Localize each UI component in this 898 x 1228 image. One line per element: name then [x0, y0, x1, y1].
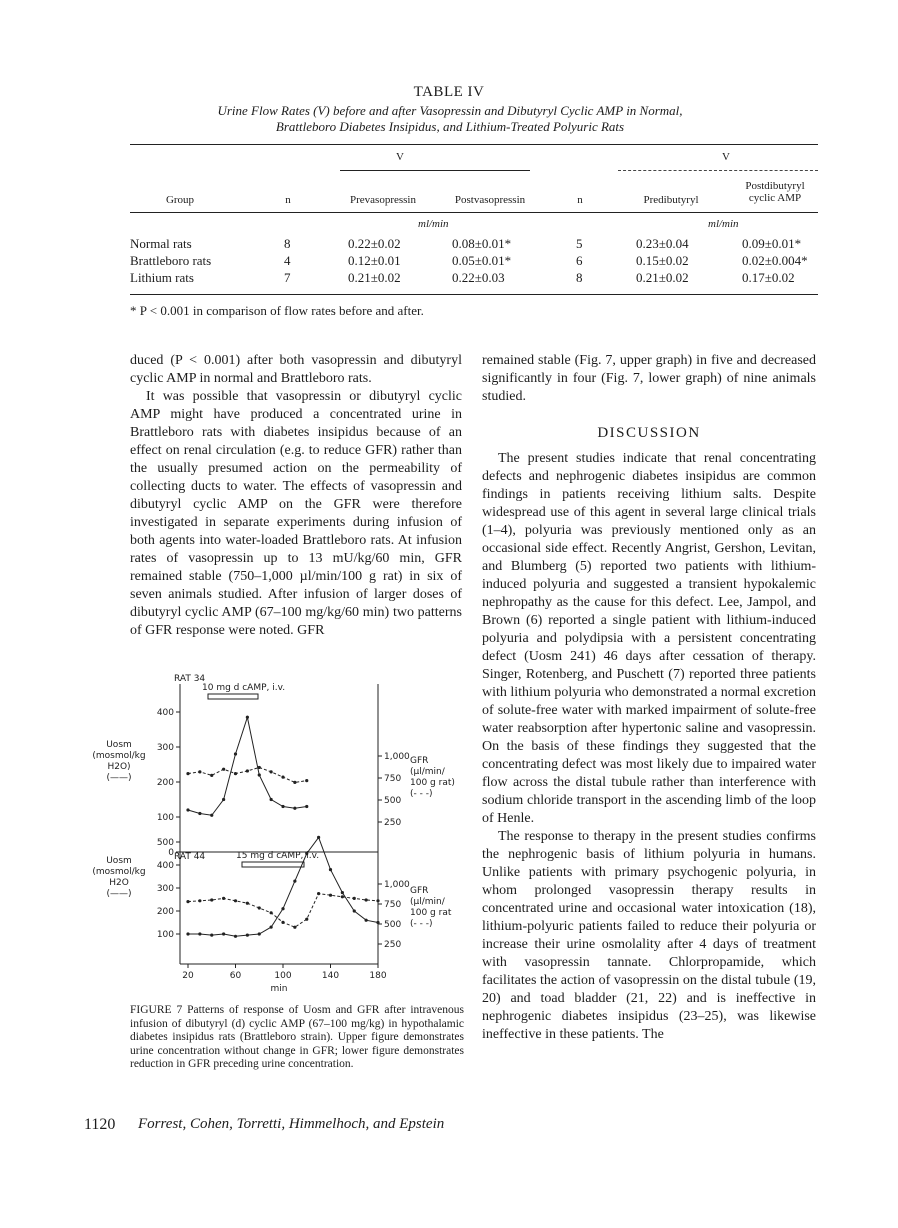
upper-uosm-point	[270, 798, 273, 801]
lower-y-tick-label: 300	[156, 884, 174, 894]
upper-gfr-point	[281, 776, 284, 779]
upper-uosm-line	[188, 717, 307, 815]
unit-vasopressin: ml/min	[418, 218, 449, 230]
gfr-label-line: (µl/min/	[410, 767, 445, 777]
v-rule-dibutyryl	[618, 170, 818, 171]
upper-gfr-tick-label: 750	[384, 774, 402, 784]
x-tick-label: 20	[182, 971, 194, 981]
table-bottom-rule	[130, 294, 818, 295]
header-bottom-rule	[130, 212, 818, 213]
upper-uosm-point	[210, 814, 213, 817]
x-tick-label: 100	[274, 971, 292, 981]
upper-gfr-point	[305, 779, 308, 782]
figure-7	[84, 672, 464, 1002]
predibutyryl-header: Predibutyryl	[643, 194, 699, 206]
left-paragraph-1: duced (P < 0.001) after both vasopressin and dibutyryl cyclic AMP in normal and Brattleboro rats.	[130, 353, 462, 386]
lower-uosm-point	[198, 932, 201, 935]
upper-uosm-point	[234, 752, 237, 755]
postvasopressin-header: Postvasopressin	[454, 194, 526, 206]
row-predibutyryl: 0.23±0.04	[636, 236, 689, 251]
row-group: Brattleboro rats	[130, 253, 212, 268]
table-footnote: * P < 0.001 in comparison of flow rates before and after.	[130, 303, 424, 318]
upper-gfr-tick-label: 500	[384, 796, 402, 806]
upper-infusion-bar	[208, 694, 258, 699]
table-caption-line1: Urine Flow Rates (V) before and after Vasopressin and Dibutyryl Cyclic AMP in Normal,	[217, 103, 683, 118]
v-header-dibutyryl: V	[722, 151, 730, 163]
lower-gfr-tick-label: 500	[384, 920, 402, 930]
gfr-label-line: 100 g rat)	[410, 778, 455, 788]
lower-uosm-point	[353, 909, 356, 912]
uosm-label-line: Uosm	[106, 856, 132, 866]
upper-uosm-point	[198, 812, 201, 815]
lower-y-tick-label: 500	[156, 838, 174, 848]
lower-y-tick-label: 400	[156, 861, 174, 871]
lower-gfr-point	[270, 911, 273, 914]
table-caption-line2: Brattleboro Diabetes Insipidus, and Lithium-Treated Polyuric Rats	[275, 119, 625, 134]
discussion-heading: DISCUSSION	[597, 425, 701, 441]
page-number: 1120	[84, 1116, 116, 1133]
table-top-rule	[130, 144, 818, 145]
lower-gfr-point	[353, 897, 356, 900]
row-n2: 5	[576, 236, 583, 251]
v-header-vasopressin: V	[396, 151, 404, 163]
row-n2: 6	[576, 253, 583, 268]
upper-uosm-point	[305, 805, 308, 808]
lower-infusion-bar	[242, 862, 304, 867]
group-header: Group	[165, 194, 195, 206]
lower-gfr-label	[410, 886, 464, 930]
lower-gfr-point	[293, 926, 296, 929]
uosm-label-line: (——)	[106, 889, 132, 899]
uosm-label-line: (——)	[106, 773, 132, 783]
right-paragraph-2: The present studies indicate that renal concentrating defects and nephrogenic diabetes insipidus are common findings in patients receiving lithium salts. Despite widespread use of this agent in several large clinical trials (1–4), polyuria was previously mentioned only as an occasional side effect. Recently Angrist, Gershon, Levitan, and Blumberg (5) reported two patients with lithium-induced polyuria and suggested a transient hypokalemic nephropathy as the cause for this defect. Lee, Jampol, and Brown (6) reported a single patient with lithium-induced polyuria and polydipsia with a persistent concentrating defect (Uosm 241) 46 days after cessation of therapy. Singer, Rotenberg, and Puschett (7) reported three patients with lithium polyuria who demonstrated a normal excretion of solute-free water with marked impairment of solute-free water reabsorption after hypertonic saline and vasopressin. On the basis of these findings they suggested that the concentrating defect was most likely due to impaired water flow across the distal tubule rather than interference with sodium chloride transport in the ascending limb of the loop of Henle.	[482, 451, 816, 826]
upper-y-tick-label: 0	[168, 848, 174, 858]
gfr-label-line: 100 g rat	[410, 908, 452, 918]
upper-gfr-point	[186, 772, 189, 775]
figure-7-plot	[84, 672, 464, 1002]
right-paragraph-3: The response to therapy in the present studies confirms the nephrogenic basis of lithium polyuria in humans. Unlike patients with primary psychogenic polyuria, in whom prolonged vasopressin therapy results in concentrated urine and occasional water intoxication (18), lithium-polyuric patients failed to reduce their polyuria or increase their urine osmolality after 4 days of treatment with vasopressin tannate. Chlorpropamide, which facilitates the action of vasopressin on the distal tubule (19, 20) and toad bladder (21, 22) and is ineffective in nephrogenic diabetes insipidus (23–25), was likewise ineffective in these patients. The	[482, 829, 816, 1042]
upper-uosm-point	[293, 807, 296, 810]
lower-y-tick-label: 200	[156, 907, 174, 917]
uosm-label-line: Uosm	[106, 740, 132, 750]
upper-gfr-point	[234, 772, 237, 775]
postdibutyryl-header	[730, 180, 820, 204]
row-predibutyryl: 0.21±0.02	[636, 270, 689, 285]
row-prevasopressin: 0.22±0.02	[348, 236, 401, 251]
lower-gfr-point	[317, 892, 320, 895]
lower-uosm-point	[317, 836, 320, 839]
right-paragraph-1: remained stable (Fig. 7, upper graph) in five and decreased significantly in four (Fig. 7, lower graph) of nine animals studied.	[482, 353, 816, 404]
upper-y-tick-label: 200	[156, 778, 174, 788]
upper-gfr-point	[293, 781, 296, 784]
lower-uosm-point	[365, 919, 368, 922]
row-group: Normal rats	[130, 236, 192, 251]
lower-infusion-label: 15 mg d cAMP, i.v.	[236, 851, 320, 861]
upper-gfr-point	[246, 769, 249, 772]
table-title: TABLE IV	[413, 84, 485, 100]
lower-uosm-point	[186, 932, 189, 935]
upper-uosm-point	[222, 798, 225, 801]
lower-uosm-point	[341, 891, 344, 894]
lower-uosm-point	[258, 932, 261, 935]
upper-rat-label: RAT 34	[174, 674, 206, 684]
unit-dibutyryl: ml/min	[708, 218, 739, 230]
row-postdibutyryl: 0.17±0.02	[742, 270, 795, 285]
row-predibutyryl: 0.15±0.02	[636, 253, 689, 268]
lower-uosm-point	[270, 926, 273, 929]
lower-gfr-point	[376, 899, 379, 902]
footer-authors: Forrest, Cohen, Torretti, Himmelhoch, and Epstein	[138, 1116, 445, 1132]
upper-infusion-label: 10 mg d cAMP, i.v.	[202, 683, 286, 693]
row-postdibutyryl: 0.09±0.01*	[742, 236, 802, 251]
upper-uosm-point	[281, 805, 284, 808]
lower-gfr-point	[198, 899, 201, 902]
lower-uosm-point	[281, 907, 284, 910]
lower-gfr-tick-label: 250	[384, 940, 402, 950]
gfr-label-line: GFR	[410, 886, 429, 896]
row-postdibutyryl: 0.02±0.004*	[742, 253, 808, 268]
lower-gfr-point	[186, 900, 189, 903]
uosm-label-line: H2O)	[107, 762, 131, 772]
upper-y-tick-label: 400	[156, 708, 174, 718]
right-column	[482, 352, 816, 1044]
lower-uosm-point	[210, 934, 213, 937]
upper-gfr-point	[210, 774, 213, 777]
lower-gfr-point	[305, 918, 308, 921]
lower-uosm-point	[222, 932, 225, 935]
upper-uosm-label	[84, 740, 154, 784]
gfr-label-line: (µl/min/	[410, 897, 445, 907]
x-tick-label: 180	[369, 971, 387, 981]
upper-y-tick-label: 100	[156, 813, 174, 823]
lower-gfr-point	[222, 897, 225, 900]
uosm-label-line: (mosmol/kg	[92, 751, 146, 761]
lower-gfr-point	[246, 902, 249, 905]
gfr-label-line: GFR	[410, 756, 429, 766]
lower-gfr-point	[258, 906, 261, 909]
v-rule-vasopressin	[340, 170, 530, 171]
upper-gfr-label	[410, 756, 464, 800]
gfr-label-line: (- - -)	[410, 789, 433, 799]
lower-gfr-point	[329, 894, 332, 897]
row-group: Lithium rats	[130, 270, 194, 285]
figure-caption: FIGURE 7 Patterns of response of Uosm and GFR after intravenous infusion of dibutyryl (d) cyclic AMP (67–100 mg/kg) in hypothalamic diabetes insipidus rats (Brattleboro strain). Upper figure demonstrates urine concentration without change in GFR; lower figure demonstrates reduction in GFR preceding urine concentration.	[130, 1004, 464, 1070]
upper-gfr-point	[270, 770, 273, 773]
x-tick-label: 60	[229, 971, 242, 981]
upper-uosm-point	[186, 808, 189, 811]
n-header-2: n	[577, 194, 583, 206]
left-column	[130, 352, 462, 640]
lower-uosm-point	[234, 935, 237, 938]
lower-gfr-point	[281, 921, 284, 924]
upper-y-tick-label: 300	[156, 743, 174, 753]
lower-gfr-point	[234, 899, 237, 902]
lower-gfr-point	[210, 898, 213, 901]
lower-uosm-point	[376, 921, 379, 924]
left-paragraph-2: It was possible that vasopressin or dibutyryl cyclic AMP might have produced a concentrated urine in Brattleboro rats with diabetes insipidus because of an effect on renal circulation (e.g. to reduce GFR) rather than the usually presumed action on the permeability of collecting ducts to water. The effects of vasopressin and dibutyryl cyclic AMP on the GFR were therefore investigated in separate experiments during infusion of both agents into water-loaded Brattleboro rats. At infusion rates of vasopressin up to 13 mU/kg/60 min, GFR remained stable (750–1,000 µl/min/100 g rat) in six of seven animals studied. After infusion of larger doses of dibutyryl cyclic AMP (67–100 mg/kg/60 min) two patterns of GFR response were noted. GFR	[130, 389, 462, 638]
row-n2: 8	[576, 270, 583, 285]
row-prevasopressin: 0.12±0.01	[348, 253, 401, 268]
row-postvasopressin: 0.08±0.01*	[452, 236, 512, 251]
upper-uosm-point	[258, 773, 261, 776]
row-n1: 4	[284, 253, 291, 268]
lower-rat-label: RAT 44	[174, 852, 206, 862]
lower-uosm-point	[293, 880, 296, 883]
gfr-label-line: (- - -)	[410, 919, 433, 929]
table-caption	[150, 103, 750, 135]
lower-gfr-point	[341, 895, 344, 898]
upper-gfr-point	[258, 766, 261, 769]
x-tick-label: 140	[321, 971, 340, 981]
prevasopressin-header: Prevasopressin	[350, 194, 416, 206]
lower-uosm-point	[329, 868, 332, 871]
postdibutyryl-header-line2: cyclic AMP	[748, 192, 802, 204]
row-postvasopressin: 0.05±0.01*	[452, 253, 512, 268]
lower-gfr-tick-label: 1,000	[384, 880, 410, 890]
upper-uosm-point	[246, 716, 249, 719]
lower-uosm-point	[246, 934, 249, 937]
lower-gfr-tick-label: 750	[384, 900, 402, 910]
upper-gfr-point	[198, 770, 201, 773]
lower-uosm-label	[84, 856, 154, 900]
n-header-1: n	[285, 194, 291, 206]
lower-gfr-point	[365, 898, 368, 901]
row-n1: 8	[284, 236, 291, 251]
lower-y-tick-label: 100	[156, 930, 174, 940]
upper-gfr-tick-label: 250	[384, 818, 402, 828]
row-postvasopressin: 0.22±0.03	[452, 270, 505, 285]
postdibutyryl-header-line1: Postdibutyryl	[745, 180, 805, 192]
upper-gfr-tick-label: 1,000	[384, 752, 410, 762]
upper-gfr-point	[222, 768, 225, 771]
row-n1: 7	[284, 270, 291, 285]
uosm-label-line: (mosmol/kg	[92, 867, 146, 877]
row-prevasopressin: 0.21±0.02	[348, 270, 401, 285]
x-axis-label: min	[270, 984, 288, 994]
uosm-label-line: H2O	[109, 878, 129, 888]
